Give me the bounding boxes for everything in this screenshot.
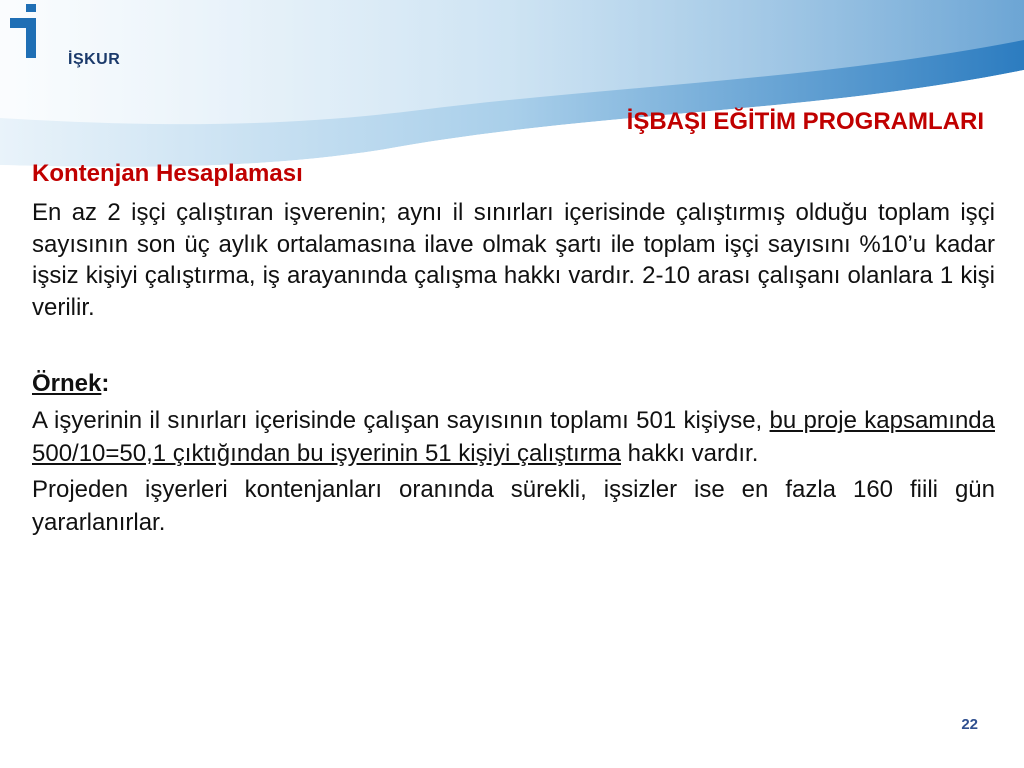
header-wave-graphic [0,0,1024,170]
logo-text: İŞKUR [68,51,121,68]
slide-title: İŞBAŞI EĞİTİM PROGRAMLARI [626,108,984,135]
header-band [0,0,1024,170]
example-text-start: A işyerinin il sınırları içerisinde çalışan sayısının toplamı 501 kişiyse, [32,406,770,434]
paragraph-example [32,405,995,470]
example-text-end: hakkı vardır. [620,439,759,467]
example-colon: : [101,370,110,398]
paragraph-benefit: Projeden işyerleri kontenjanları oranında sürekli, işsizler ise en fazla 160 fiili gün yararlanırlar. [32,476,995,536]
slide-body [32,158,995,539]
page-number: 22 [961,716,978,733]
section-subtitle: Kontenjan Hesaplaması [32,160,303,187]
example-text-underlined: bu proje kapsamında 500/10=50,1 çıktığından bu işyerinin 51 kişiyi çalıştırma [32,406,995,467]
example-heading [32,368,995,401]
paragraph-quota-rule: En az 2 işçi çalıştıran işverenin; aynı il sınırları içerisinde çalıştırmış olduğu toplam işçi sayısının son üç aylık ortalamasına ilave olmak şartı ile toplam işçi sayısını %10’u kadar işsiz kişiyi çalıştırma, iş arayanında çalışma hakkı vardır. 2-10 arası çalışanı olanlara 1 kişi verilir. [32,198,995,322]
example-label: Örnek [32,370,102,398]
